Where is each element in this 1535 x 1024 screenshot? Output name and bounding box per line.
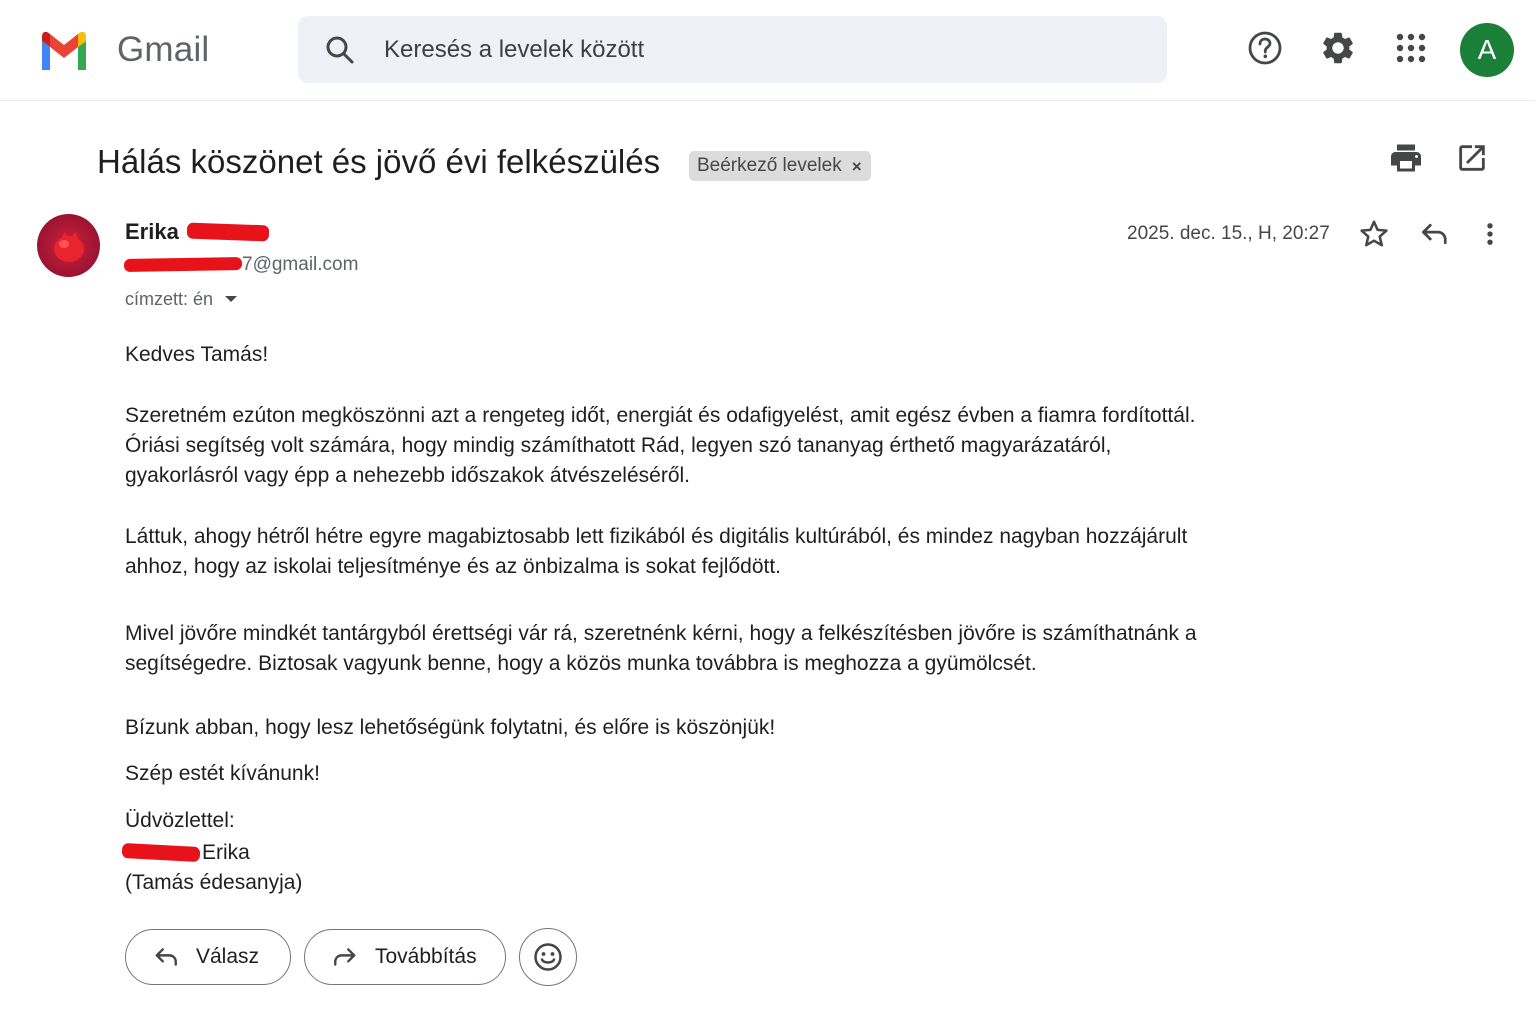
signature-name: Erika (202, 841, 250, 864)
search-icon[interactable] (324, 34, 356, 66)
signature-note: (Tamás édesanyja) (125, 871, 303, 894)
help-icon (1247, 30, 1283, 66)
apps-grid-icon (1396, 33, 1426, 63)
emoji-smiley-icon (533, 942, 563, 972)
redaction-mark (124, 257, 242, 272)
body-line: Bízunk abban, hogy lesz lehetőségünk folytatni, és előre is köszönjük! (125, 716, 776, 739)
message-date: 2025. dec. 15., H, 20:27 (1127, 223, 1330, 244)
star-icon[interactable] (1358, 218, 1390, 250)
sender-name[interactable] (125, 217, 179, 247)
forward-label: Továbbítás (375, 945, 477, 968)
apps-button[interactable] (1391, 28, 1431, 68)
label-text: Beérkező levelek (697, 155, 842, 176)
help-button[interactable] (1245, 28, 1285, 68)
reply-button[interactable] (125, 929, 291, 985)
body-line: Mivel jövőre mindkét tantárgyból érettségi vár rá, szeretnénk kérni, hogy a felkészítésben jövőre is számíthatnánk a (125, 622, 1197, 645)
body-line: Óriási segítség volt számára, hogy mindig számíthatott Rád, legyen szó tananyag érthető magyarázatáról, (125, 434, 1112, 457)
sender-avatar[interactable] (37, 214, 100, 277)
signature-closing: Üdvözlettel: (125, 809, 235, 832)
body-greeting: Kedves Tamás! (125, 343, 269, 366)
account-avatar[interactable]: A (1460, 23, 1514, 77)
top-bar (0, 0, 1535, 101)
body-line: Szép estét kívánunk! (125, 762, 320, 785)
chevron-down-icon (225, 296, 237, 302)
sender-email-visible: 7@gmail.com (242, 254, 359, 275)
body-line: Láttuk, ahogy hétről hétre egyre magabiztosabb lett fizikából és digitális kultúrából, és mindez nagyban hozzájárult (125, 525, 1188, 548)
emoji-reaction-button[interactable] (519, 928, 577, 986)
reply-icon[interactable] (1418, 219, 1450, 249)
email-subject: Hálás köszönet és jövő évi felkészülés (97, 143, 661, 180)
body-line: gyakorlásról vagy épp a nehezebb időszakok átvészeléséről. (125, 464, 691, 487)
body-line: Szeretném ezúton megköszönni azt a rengeteg időt, energiát és odafigyelést, amit egész évben a fiamra fordítottál. (125, 404, 1196, 427)
body-line: ahhoz, hogy az iskolai teljesítménye és az önbizalma is sokat fejlődött. (125, 555, 782, 578)
search-input[interactable] (384, 16, 1144, 83)
sender-avatar-image (37, 214, 100, 277)
recipient-details-toggle[interactable] (125, 286, 237, 312)
settings-gear-icon (1319, 29, 1357, 67)
more-options-icon[interactable] (1476, 218, 1504, 250)
settings-button[interactable] (1318, 28, 1358, 68)
forward-icon (331, 944, 359, 970)
gmail-logo-icon[interactable] (38, 30, 90, 70)
inbox-label-chip[interactable] (689, 151, 871, 181)
body-line: segítségedre. Biztosak vagyunk benne, hogy a közös munka továbbra is meghozza a gyümölcsét. (125, 652, 1037, 675)
reply-label: Válasz (196, 945, 260, 968)
search-bar[interactable] (298, 16, 1167, 83)
print-icon[interactable] (1388, 140, 1424, 176)
reply-icon (152, 944, 180, 970)
recipient-line: címzett: én (125, 289, 214, 309)
sender-first-name: Erika (125, 219, 179, 244)
redaction-mark (122, 843, 201, 862)
redaction-mark (187, 223, 270, 242)
gmail-wordmark[interactable]: Gmail (117, 30, 210, 69)
forward-button[interactable] (304, 929, 506, 985)
open-in-new-window-icon[interactable] (1455, 141, 1489, 175)
remove-label-icon[interactable]: × (851, 156, 862, 176)
